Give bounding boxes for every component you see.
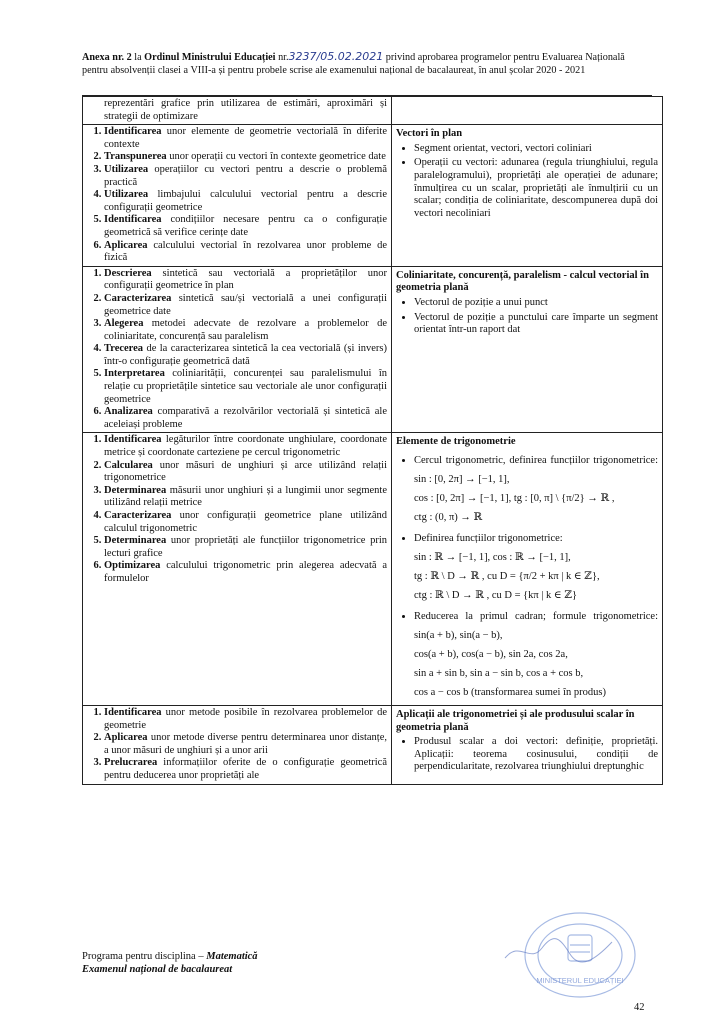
topic-title: Coliniaritate, concurență, paralelism - calcul vectorial în geometria plană [396,269,649,294]
footer-program: Programa pentru disciplina – Matematică [82,951,258,962]
handwritten-order-number: 3237/05.02.2021 [288,50,384,63]
competence-item: 6. Optimizarea calculului trigonometric prin alegerea adecvată a formulelor [104,560,387,585]
formula: ctg : ℝ \ D → ℝ , cu D = {kπ | k ∈ ℤ} [414,590,578,602]
competence-item: 4. Utilizarea limbajului calculului vectorial pentru a descrie configurații geometrice [104,189,387,214]
topic-title: Aplicații ale trigonometriei și ale produsului scalar în geometria plană [396,709,635,733]
formula: cos : [0, 2π] → [−1, 1], [414,493,514,505]
stamp-text: MINISTERUL EDUCAȚIEI [536,976,624,985]
formula: cos a − cos b [414,687,469,699]
competences-cell [83,266,392,433]
topic-item: • Reducerea la primul cadran; formule trigonometrice: sin(a + b), sin(a − b), cos(a + b), cos(a − b), sin 2a, cos 2a, sin a + sin b, sin a − sin b, cos a + cos b, cos a − cos b (transformarea sumei în produs) [414,607,658,702]
competence-item: 3. Utilizarea operațiilor cu vectori pentru a descrie o problemă practică [104,164,387,189]
footer-subject: Matematică [206,951,258,962]
formula: sin a + sin b, sin a − sin b, cos a + cos b, [414,668,584,680]
order-title: Ordinul Ministrului Educației [144,52,276,63]
competence-item: 4. Trecerea de la caracterizarea sintetică la cea vectorială (și invers) într-o configurație geometrică dată [104,343,387,368]
competence-item: 2. Caracterizarea sintetică sau/și vectorială a unei configurații geometrice date [104,293,387,318]
page-number: 42 [634,1002,645,1013]
competence-list [87,434,387,585]
topics-cell [392,706,663,785]
competence-item: 2. Aplicarea unor metode diverse pentru determinarea unor distanțe, a unor măsuri de unghiuri și a unor arii [104,732,387,757]
competence-item: 6. Analizarea comparativă a rezolvărilor vectorială și sintetică ale aceleiași probleme [104,406,387,431]
header-la: la [131,52,145,63]
competence-item: 3. Alegerea metodei adecvate de rezolvare a problemelor de coliniaritate, concurență sau paralelism [104,318,387,343]
competences-cell [83,433,392,706]
document-footer [82,950,652,976]
topic-title: Vectori în plan [396,128,463,140]
curriculum-table [82,96,663,785]
table-row [83,433,663,706]
competence-item: 3. Prelucrarea informațiilor oferite de o configurație geometrică pentru deducerea unor proprietăți ale [104,757,387,782]
competence-item: 1. Identificarea unor elemente de geometrie vectorială în diferite contexte [104,126,387,151]
competence-item: 5. Determinarea unor proprietăți ale funcțiilor trigonometrice prin lecturi grafice [104,535,387,560]
topic-item: • Cercul trigonometric, definirea funcțiilor trigonometrice: sin : [0, 2π] → [−1, 1], cos : [0, 2π] → [−1, 1], tg : [0, π] \ {π/2} → ℝ , ctg : (0, π) → ℝ [414,451,658,527]
competence-item: 2. Calcularea unor măsuri de unghiuri și arce utilizând relații trigonometrice [104,460,387,485]
topics-cell [392,433,663,706]
annex-label: Anexa nr. 2 [82,52,132,63]
formula: tg : ℝ \ D → ℝ , cu D = {π/2 + kπ | k ∈ ℤ}, [414,571,600,583]
topic-title: Elemente de trigonometrie [396,436,516,448]
table-row [83,97,663,125]
topic-list [396,297,658,337]
competence-item: 1. Identificarea unor metode posibile în rezolvarea problemelor de geometrie [104,707,387,732]
competence-item: 6. Aplicarea calculului vectorial în rezolvarea unor probleme de fizică [104,240,387,265]
continuation-text: reprezentări grafice prin utilizarea de estimări, aproximări și strategii de optimizare [104,98,387,122]
competence-item: 5. Interpretarea coliniarității, concurenței sau paralelismului în relație cu proprietățile sintetice sau vectoriale ale unor configurații geometrice [104,368,387,406]
table-row [83,125,663,267]
topics-cell [392,266,663,433]
competence-list [87,126,387,265]
header-description: privind aprobarea programelor pentru Evaluarea Națională pentru absolvenții clasei a VIII-a și pentru probele scrise ale examenului național de bacalaureat, în anul școlar 2020 - 2021 [82,52,625,76]
formula: sin(a + b), sin(a − b), [414,630,503,642]
topics-cell [392,125,663,267]
topic-item: • Produsul scalar a doi vectori: definiție, proprietăți. Aplicații: teorema cosinusului, condiții de perpendicularitate, rezolvarea triunghiului dreptunghic [414,736,658,774]
competence-item: 1. Descrierea sintetică sau vectorială a proprietăților unor configurații geometrice în plan [104,268,387,293]
competence-item: 3. Determinarea măsurii unor unghiuri și a lungimii unor segmente utilizând relații metrice [104,485,387,510]
competence-list [87,707,387,783]
topic-item: • Vectorul de poziție a unui punct [414,297,658,310]
competences-cell [83,97,392,125]
footer-exam: Examenul național de bacalaureat [82,964,233,975]
competence-list [87,268,387,432]
topic-item: • Definirea funcțiilor trigonometrice: sin : ℝ → [−1, 1], cos : ℝ → [−1, 1], tg : ℝ \ D → ℝ , cu D = {π/2 + kπ | k ∈ ℤ}, ctg : ℝ \ D → ℝ , cu D = {kπ | k ∈ ℤ} [414,529,658,605]
topic-list [396,143,658,221]
formula: ctg : (0, π) → ℝ [414,512,483,524]
document-header [82,50,652,77]
formula: sin : ℝ → [−1, 1], [414,552,493,564]
competence-item: 5. Identificarea condițiilor necesare pentru ca o configurație geometrică să verifice cerințe date [104,214,387,239]
formula: cos(a + b), cos(a − b), sin 2a, cos 2a, [414,649,568,661]
table-row [83,706,663,785]
competence-item: 4. Caracterizarea unor configurații geometrice plane utilizând calculul trigonometric [104,510,387,535]
formula: sin : [0, 2π] → [−1, 1], [414,474,510,486]
topic-item: • Vectorul de poziție a punctului care împarte un segment orientat într-un raport dat [414,312,658,337]
formula: tg : [0, π] \ {π/2} → ℝ , [513,493,615,505]
topic-item: • Operații cu vectori: adunarea (regula triunghiului, regula paralelogramului), proprietăți ale operației de adunare; înmulțirea cu un scalar, proprietăți ale înmulțirii cu un scalar; condiția de coliniaritate, descompunerea după doi vectori necoliniari [414,157,658,220]
topics-cell [392,97,663,125]
competences-cell [83,706,392,785]
formula: cos : ℝ → [−1, 1], [492,552,571,564]
competence-item: 1. Identificarea legăturilor între coordonate unghiulare, coordonate metrice și coordonate carteziene pe cercul trigonometric [104,434,387,459]
header-nr: nr. [275,52,289,63]
topic-list [396,451,658,702]
competences-cell [83,125,392,267]
competence-item: 2. Transpunerea unor operații cu vectori în contexte geometrice date [104,151,387,164]
topic-list [396,736,658,774]
table-row [83,266,663,433]
topic-item: • Segment orientat, vectori, vectori coliniari [414,143,658,156]
